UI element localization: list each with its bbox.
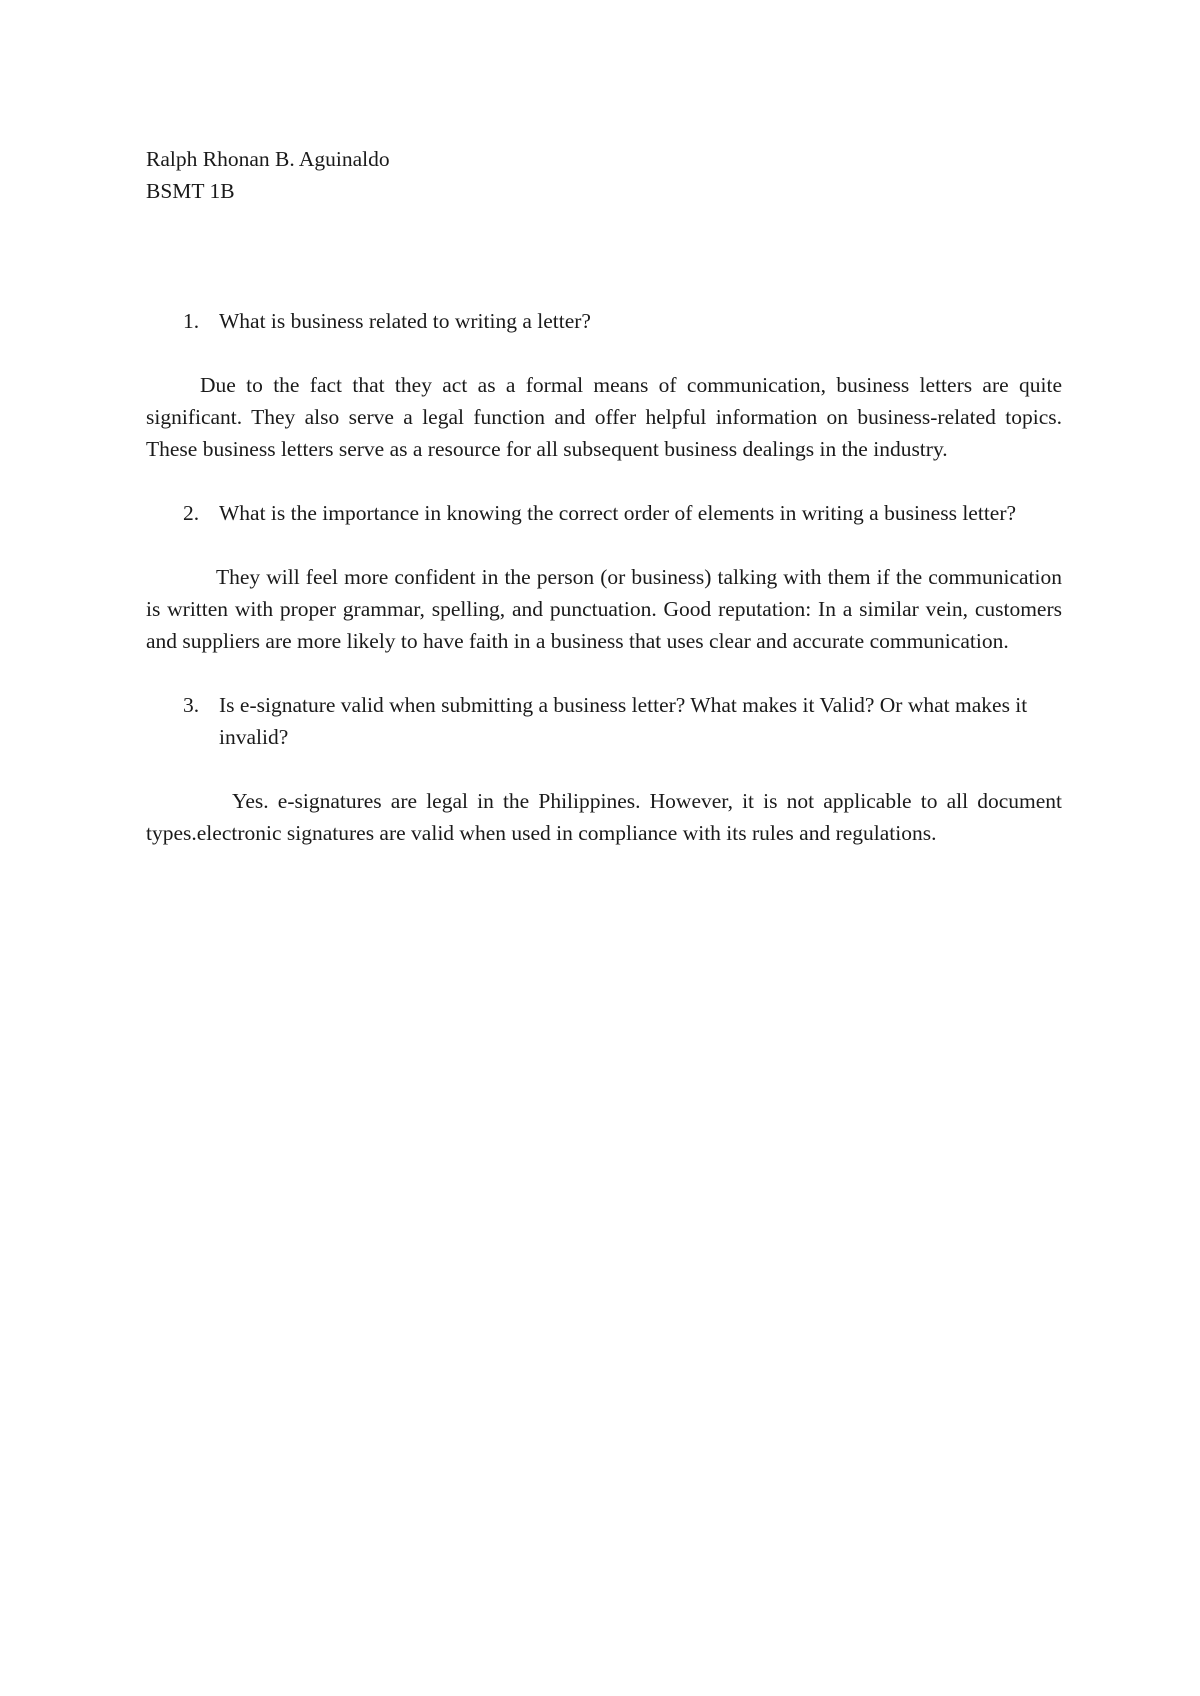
answer-2: They will feel more confident in the person (or business) talking with them if the communication is written with proper grammar, spelling, and punctuation. Good reputation: In a similar vein, customers and suppliers are more likely to have faith in a business that uses clear and accurate communication. (146, 565, 1062, 653)
question-3 (146, 689, 1062, 753)
question-text: What is the importance in knowing the correct order of elements in writing a business letter? (219, 501, 1017, 525)
question-1 (146, 305, 1062, 337)
question-text: Is e-signature valid when submitting a business letter? What makes it Valid? Or what makes it invalid? (219, 693, 1028, 749)
question-number: 3. (183, 693, 200, 717)
answer-3: Yes. e-signatures are legal in the Philippines. However, it is not applicable to all document types.electronic signatures are valid when used in compliance with its rules and regulations. (146, 789, 1062, 845)
question-number: 2. (183, 501, 200, 525)
student-section: BSMT 1B (146, 179, 235, 203)
answer-1: Due to the fact that they act as a formal means of communication, business letters are quite significant. They also serve a legal function and offer helpful information on business-related topics. These business letters serve as a resource for all subsequent business dealings in the industry. (146, 373, 1062, 461)
question-number: 1. (183, 309, 200, 333)
question-2 (146, 497, 1062, 529)
spacer (146, 207, 1062, 305)
document-body (146, 143, 1062, 849)
student-name: Ralph Rhonan B. Aguinaldo (146, 147, 390, 171)
question-text: What is business related to writing a letter? (219, 309, 591, 333)
